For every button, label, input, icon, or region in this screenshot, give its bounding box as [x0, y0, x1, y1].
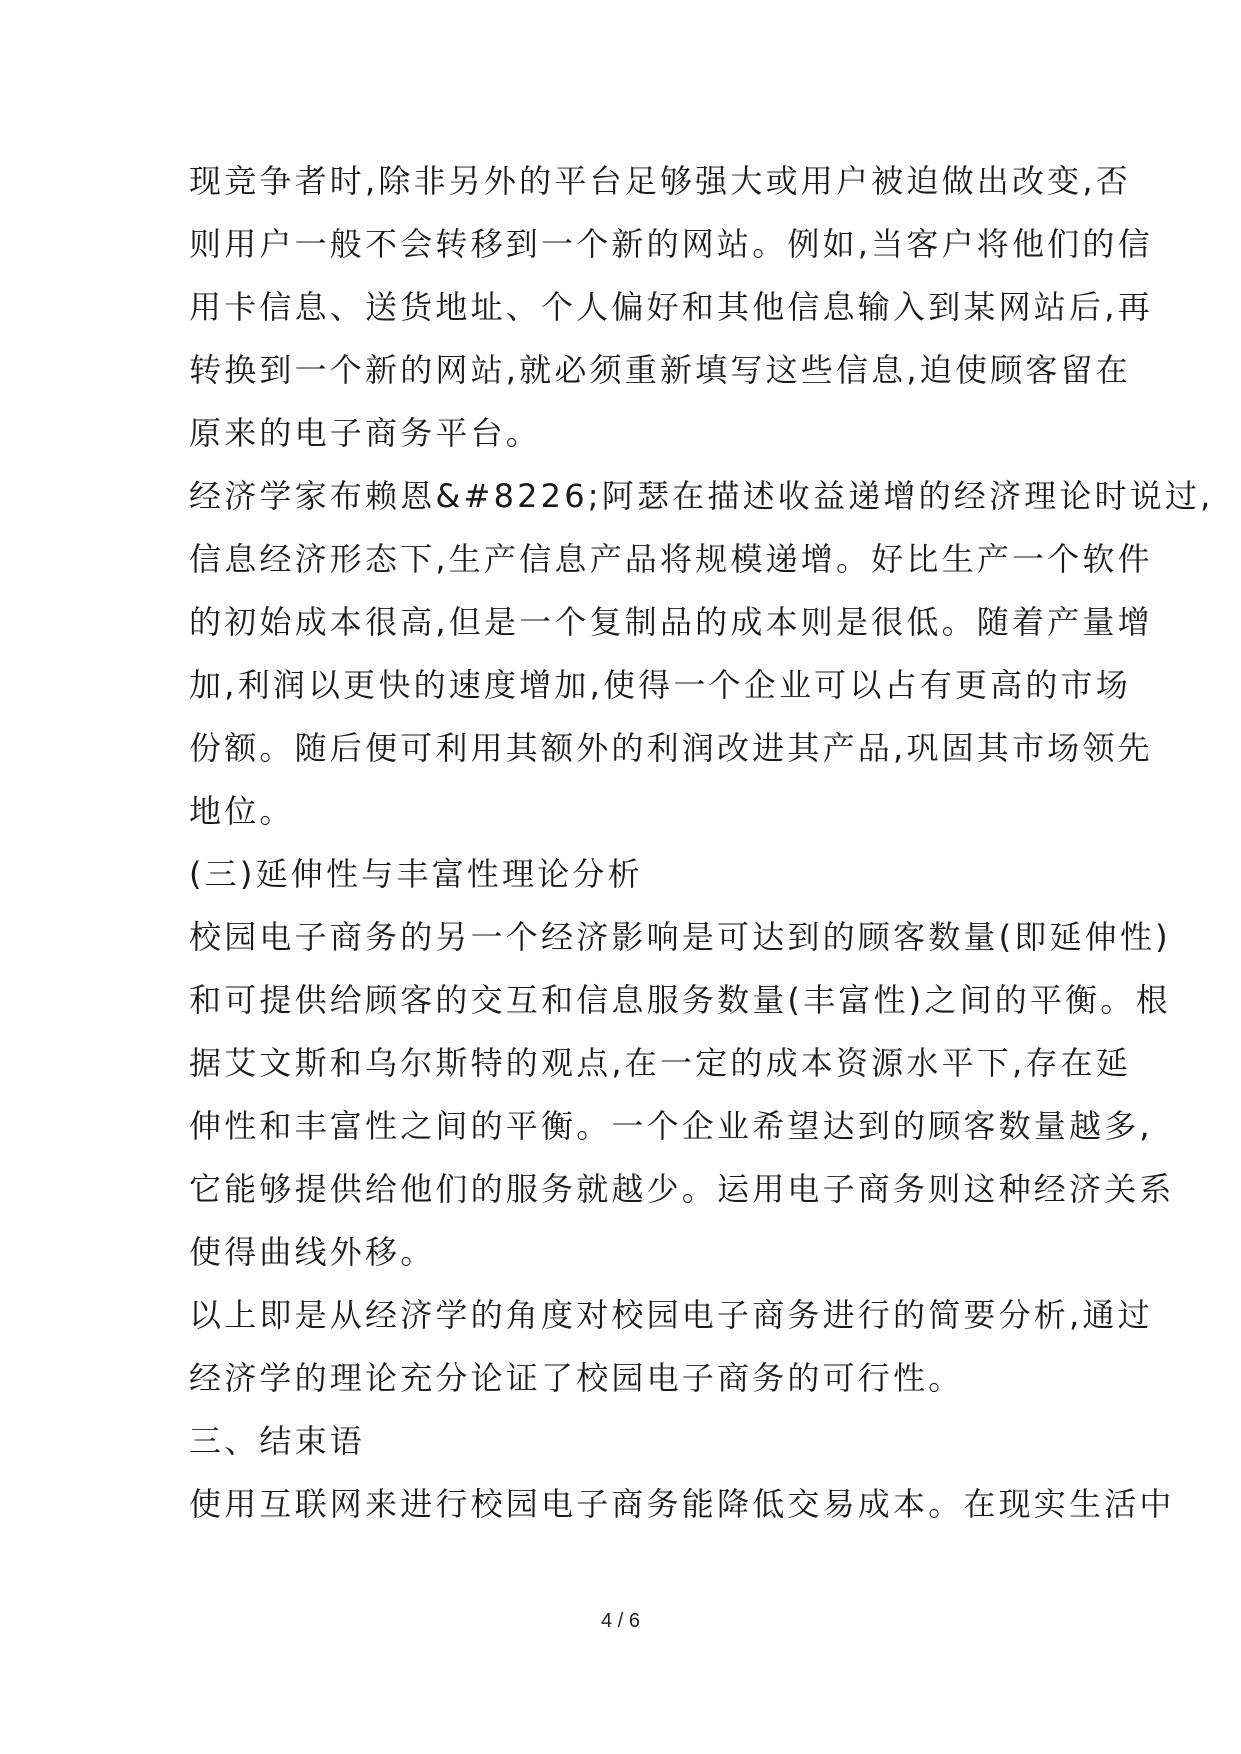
page-number: 4 / 6 — [601, 1610, 640, 1632]
text-line: 信息经济形态下,生产信息产品将规模递增。好比生产一个软件 — [189, 540, 1153, 578]
text-line: 原来的电子商务平台。 — [189, 414, 542, 452]
text-line: 伸性和丰富性之间的平衡。一个企业希望达到的顾客数量越多, — [189, 1107, 1153, 1145]
text-line: 转换到一个新的网站,就必须重新填写这些信息,迫使顾客留在 — [189, 351, 1131, 389]
text-line: 现竞争者时,除非另外的平台足够强大或用户被迫做出改变,否 — [189, 162, 1131, 200]
text-line: 使得曲线外移。 — [189, 1233, 436, 1271]
text-line: 据艾文斯和乌尔斯特的观点,在一定的成本资源水平下,存在延 — [189, 1044, 1131, 1082]
section-heading: (三)延伸性与丰富性理论分析 — [189, 855, 643, 893]
text-line: 的初始成本很高,但是一个复制品的成本则是很低。随着产量增 — [189, 603, 1153, 641]
text-line: 经济学家布赖恩&#8226;阿瑟在描述收益递增的经济理论时说过, — [189, 477, 1214, 515]
text-line: 和可提供给顾客的交互和信息服务数量(丰富性)之间的平衡。根 — [189, 981, 1171, 1019]
text-line: 它能够提供给他们的服务就越少。运用电子商务则这种经济关系 — [189, 1170, 1175, 1208]
text-line: 经济学的理论充分论证了校园电子商务的可行性。 — [189, 1359, 964, 1397]
text-line: 用卡信息、送货地址、个人偏好和其他信息输入到某网站后,再 — [189, 288, 1153, 326]
text-line: 则用户一般不会转移到一个新的网站。例如,当客户将他们的信 — [189, 225, 1153, 263]
text-line: 地位。 — [189, 792, 295, 830]
text-line: 加,利润以更快的速度增加,使得一个企业可以占有更高的市场 — [189, 666, 1131, 704]
text-line: 校园电子商务的另一个经济影响是可达到的顾客数量(即延伸性) — [189, 918, 1171, 956]
document-body — [189, 150, 1214, 1536]
text-line: 份额。随后便可利用其额外的利润改进其产品,巩固其市场领先 — [189, 729, 1153, 767]
text-line: 以上即是从经济学的角度对校园电子商务进行的简要分析,通过 — [189, 1296, 1153, 1334]
text-line: 使用互联网来进行校园电子商务能降低交易成本。在现实生活中 — [189, 1485, 1175, 1523]
section-heading: 三、结束语 — [189, 1422, 366, 1460]
